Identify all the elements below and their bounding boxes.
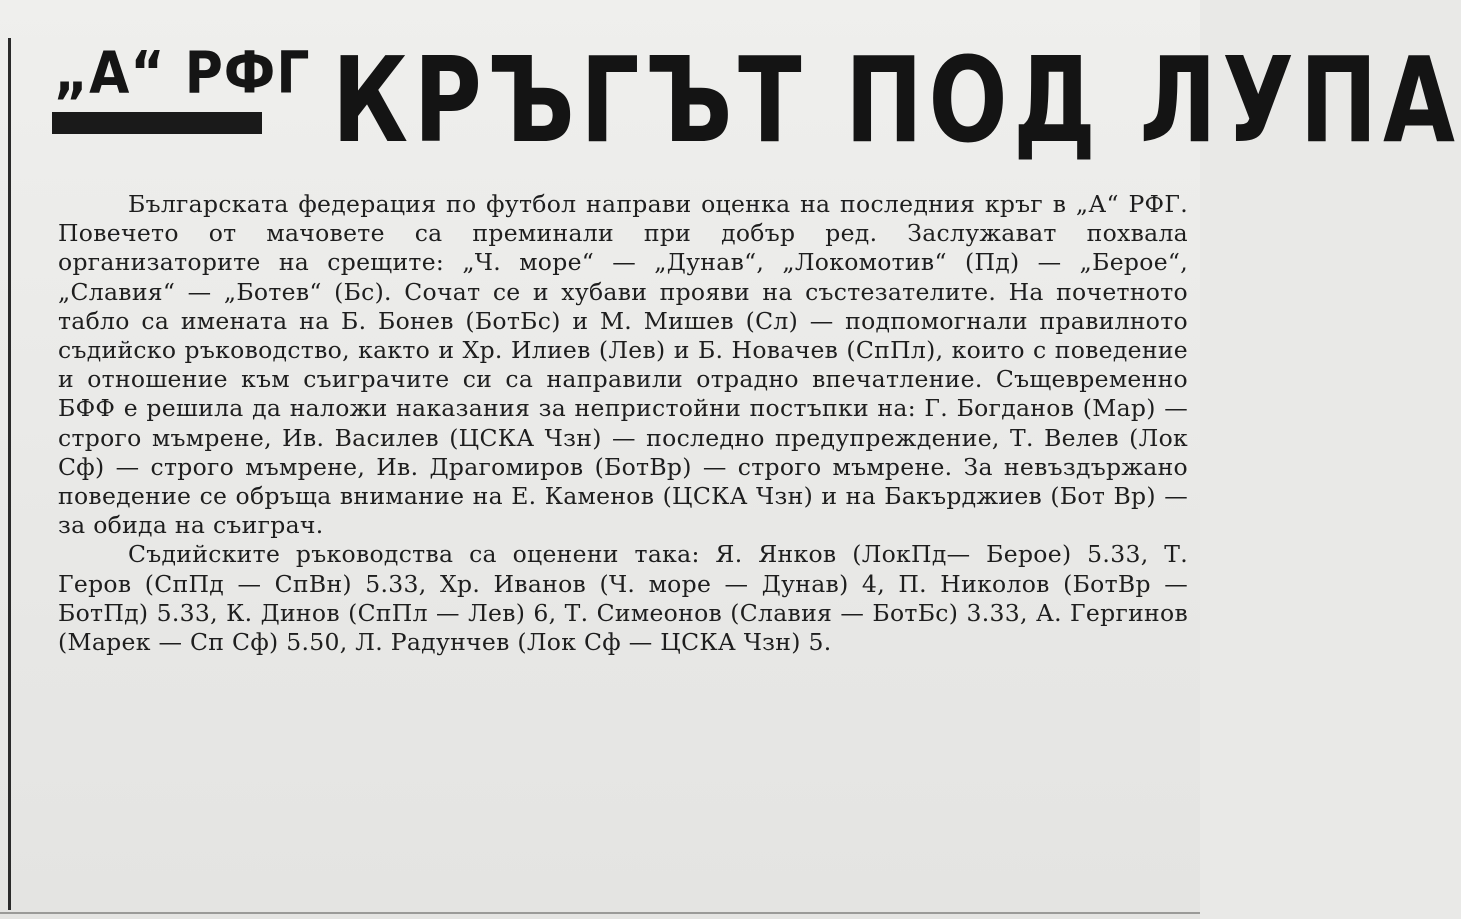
kicker-label: „А“ РФГ <box>54 40 311 108</box>
article-paragraph-2: Съдийските ръководства са оценени така: Я. Янков (ЛокПд— Берое) 5.33, Т. Геров (СпПд — СпВн) 5.33, Хр. Иванов (Ч. море — Дунав) 4, П. Николов (БотВр — БотПд) 5.33, К. Динов (СпПл — Лев) 6, Т. Симеонов (Славия — БотБс) 3.33, А. Гергинов (Марек — Сп Сф) 5.50, Л. Радунчев (Лок Сф — ЦСКА Чзн) 5. <box>58 540 1188 657</box>
kicker-underline-bar <box>52 112 262 134</box>
article-paragraph-1: Българската федерация по футбол направи оценка на последния кръг в „А“ РФГ. Повечето от мачовете са преминали при добър ред. Заслужават похвала организаторите на срещите: „Ч. море“ — „Дунав“, „Локомотив“ (Пд) — „Берое“, „Славия“ — „Ботев“ (Бс). Сочат се и хубави прояви на състезателите. На почетното табло са имената на Б. Бонев (БотБс) и М. Мишев (Сл) — подпомогнали правилното съдийско ръководство, както и Хр. Илиев (Лев) и Б. Новачев (СпПл), които с поведение и отношение към съиграчите си са направили отрадно впечатление. Същевременно БФФ е решила да наложи наказания за непристойни постъпки на: Г. Богданов (Мар) — строго мъмрене, Ив. Василев (ЦСКА Чзн) — последно предупреждение, Т. Велев (Лок Сф) — строго мъмрене, Ив. Драгомиров (БотВр) — строго мъмрене. За невъздържано поведение се обръща внимание на Е. Каменов (ЦСКА Чзн) и на Бакърджиев (Бот Вр) — за обида на съиграч. <box>58 190 1188 540</box>
headline: КРЪГЪТ ПОД ЛУПА <box>332 31 1461 170</box>
article-body <box>58 190 1188 657</box>
section-kicker <box>52 40 311 140</box>
column-rule <box>8 38 11 910</box>
bottom-edge <box>0 912 1200 914</box>
